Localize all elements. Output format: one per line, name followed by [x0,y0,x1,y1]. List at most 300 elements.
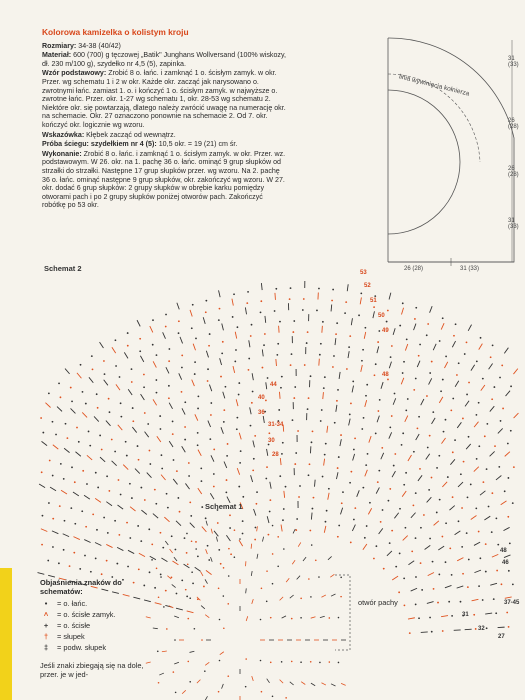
stitch-mark [331,300,333,302]
stitch-mark [125,441,127,443]
stitch-mark [441,536,443,538]
stitch-mark [223,409,225,411]
stitch-mark [130,507,136,511]
stitch-mark [512,502,514,504]
stitch-mark [419,344,421,346]
stitch-mark [321,595,325,597]
stitch-mark [175,692,177,694]
legend-item: † = słupek [43,632,85,641]
stitch-mark [227,603,229,605]
stitch-mark [262,537,263,542]
stitch-mark [235,349,237,351]
stitch-mark [118,505,124,509]
stitch-mark [451,574,453,576]
stitch-mark [460,473,462,475]
stitch-mark [238,394,240,396]
stitch-mark [365,470,368,477]
stitch-mark [389,293,391,300]
stitch-mark [308,474,310,476]
round-number: 49 [382,328,389,334]
stitch-mark [486,423,488,425]
stitch-mark [84,555,86,557]
stitch-mark [69,565,71,567]
stitch-mark [163,332,166,338]
stitch-mark [413,451,415,453]
dim-bottom-2: 31 (33) [460,266,480,272]
stitch-mark [47,560,49,562]
stitch-mark [361,365,363,372]
stitch-mark [450,409,452,411]
stitch-mark [471,515,477,519]
stitch-mark [367,453,369,455]
stitch-mark [176,593,178,595]
stitch-mark [213,486,215,488]
stitch-mark [184,564,190,568]
stitch-mark [474,422,478,427]
stitch-mark [251,544,252,549]
stitch-mark [296,518,298,520]
stitch-mark [484,516,490,520]
stitch-mark [251,571,252,576]
stitch-mark [488,506,490,508]
stitch-mark [251,475,253,482]
stitch-mark [279,392,280,399]
stitch-mark [311,617,316,618]
stitch-mark [392,471,395,477]
stitch-mark [89,445,91,447]
stitch-mark [457,558,463,561]
stitch-mark [262,349,263,356]
stitch-mark [447,476,449,478]
stitch-mark [403,484,405,486]
stitch-mark [90,571,92,573]
stitch-mark [421,589,423,591]
stitch-mark [104,373,106,375]
stitch-mark [220,652,224,655]
stitch-mark [494,445,496,447]
stitch-mark [190,310,192,317]
stitch-mark [313,497,315,499]
stitch-mark [506,391,511,396]
stitch-mark [322,321,324,323]
stitch-mark [201,572,204,576]
stitch-mark [263,344,265,346]
stitch-mark [195,338,197,340]
stitch-mark [318,288,320,290]
stitch-mark [208,421,211,427]
stitch-mark [179,511,181,513]
stitch-mark [320,616,325,617]
stitch-mark [100,457,105,462]
stitch-mark [192,582,194,584]
stitch-mark [257,554,258,559]
stitch-mark [444,362,447,368]
stitch-mark [70,387,72,389]
stitch-mark [120,416,122,418]
stitch-mark [95,542,101,545]
stitch-mark [127,566,129,568]
stitch-mark [220,563,222,565]
stitch-mark [48,575,55,577]
stitch-mark [205,517,207,519]
stitch-mark [114,451,116,453]
stitch-mark [364,332,365,339]
stitch-mark [307,408,309,410]
stitch-mark [391,345,393,347]
stitch-mark [428,573,434,576]
stitch-mark [445,356,447,358]
stitch-mark [415,537,417,539]
stitch-mark [332,289,334,291]
stitch-mark [76,427,78,429]
stitch-mark [58,562,60,564]
stitch-mark [269,499,271,501]
stitch-mark [192,304,194,306]
dim-bottom-1: 26 (28) [404,266,424,272]
stitch-mark [489,363,493,369]
stitch-mark [256,503,258,505]
stitch-mark [211,455,214,461]
stitch-mark [198,488,202,494]
stitch-mark [219,619,221,621]
stitch-mark [189,501,191,503]
stitch-mark [135,469,140,474]
stitch-mark [85,526,87,528]
stitch-mark [361,428,363,430]
dim-right-4: 31 (33) [508,218,519,230]
stitch-mark [210,414,212,416]
stitch-mark [78,441,80,443]
stitch-mark [194,628,196,630]
stitch-mark [475,628,477,630]
stitch-mark [99,435,101,437]
stitch-mark [239,540,243,546]
stitch-mark [272,525,274,527]
round-number: 40 [258,395,265,401]
stitch-mark [392,576,398,580]
stitch-mark [416,434,420,440]
round-number: 48 [500,548,507,554]
stitch-mark [42,441,48,445]
stitch-mark [366,384,368,386]
stitch-mark [251,324,253,326]
stitch-mark [340,508,342,515]
stitch-mark [306,342,308,344]
stitch-mark [226,455,228,457]
stitch-mark [39,484,45,488]
stitch-mark [233,366,235,373]
stitch-mark [466,342,468,344]
stitch-mark [82,391,84,393]
stitch-mark [405,472,407,474]
stitch-mark [340,439,341,446]
stitch-mark [312,430,314,432]
stitch-mark [352,525,355,531]
stitch-mark [498,428,503,433]
stitch-mark [377,346,379,353]
stitch-mark [445,522,447,524]
stitch-mark [441,438,445,444]
stitch-mark [138,568,140,570]
stitch-mark [166,367,169,373]
stitch-mark [433,344,436,350]
stitch-mark [467,586,469,588]
stitch-mark [55,434,57,436]
symbol-legend [40,578,150,679]
stitch-mark [236,417,238,419]
stitch-mark [228,575,230,577]
stitch-mark [168,348,170,350]
stitch-mark [333,355,335,357]
stitch-mark [322,476,324,478]
stitch-mark [417,361,420,367]
stitch-mark [402,491,406,497]
stitch-mark [262,367,264,369]
stitch-mark [190,651,195,652]
stitch-mark [181,579,183,581]
stitch-mark [393,328,395,335]
hint-paragraph: Wskazówka: Kłębek zacząć od wewnątrz. [42,130,176,139]
stitch-mark [52,531,58,534]
sizes-paragraph: Rozmiary: 34-38 (40/42) [42,41,121,50]
stitch-mark [106,502,112,506]
stitch-mark [101,573,103,575]
stitch-mark [106,544,112,547]
stitch-mark [86,483,88,485]
stitch-mark [184,401,186,403]
stitch-mark [152,319,154,321]
stitch-mark [364,327,366,329]
stitch-mark [349,419,351,426]
stitch-mark [209,385,211,392]
stitch-mark [191,540,193,542]
stitch-mark [266,382,267,389]
stitch-mark [137,445,139,447]
stitch-mark [452,398,454,400]
stitch-mark [293,529,295,533]
stitch-mark [442,317,444,319]
stitch-mark [197,395,199,397]
stitch-mark [155,379,157,381]
stitch-mark [210,493,214,499]
stitch-mark [467,496,469,498]
stitch-mark [329,661,331,663]
stitch-mark [290,287,292,289]
legend-item: + = o. ścisłe [43,621,91,630]
stitch-mark [202,527,207,532]
stitch-mark [478,445,480,447]
stitch-mark [443,431,445,433]
stitch-mark [461,507,463,509]
round-number: 50 [378,313,385,319]
stitch-mark [504,348,508,354]
stitch-mark [267,377,269,379]
stitch-mark [174,616,179,618]
stitch-mark [501,365,503,367]
stitch-mark [174,557,177,561]
stitch-mark [119,376,121,378]
stitch-mark [290,364,292,366]
stitch-mark [415,378,417,380]
stitch-mark [297,430,299,432]
stitch-mark [365,395,367,397]
stitch-mark [458,482,463,487]
stitch-mark [207,368,209,370]
stitch-mark [389,362,391,369]
stitch-mark [336,400,338,402]
stitch-mark [452,341,455,347]
stitch-mark [163,606,165,608]
stitch-mark [379,399,381,401]
stitch-mark [452,496,454,498]
stitch-mark [404,605,406,607]
stitch-mark [270,617,272,619]
stitch-mark [465,401,469,407]
stitch-mark [145,432,149,438]
stitch-mark [423,514,425,516]
stitch-mark [309,463,311,465]
stitch-mark [174,662,179,664]
stitch-mark [96,393,98,395]
stitch-mark [115,339,117,341]
stitch-mark [188,475,190,477]
stitch-mark [106,475,108,477]
stitch-mark [128,389,132,395]
stitch-mark [64,448,69,452]
stitch-mark [507,443,509,445]
stitch-mark [95,558,97,560]
stitch-mark [195,414,198,420]
stitch-mark [189,597,191,599]
stitch-mark [351,318,352,325]
stitch-mark [349,482,351,484]
stitch-mark [428,489,430,491]
stitch-mark [210,402,212,404]
stitch-mark [71,466,73,468]
stitch-mark [168,360,170,362]
stitch-mark [405,344,407,351]
stitch-mark [457,422,461,428]
stitch-mark [456,374,458,376]
stitch-mark [178,320,180,322]
stitch-mark [432,418,436,424]
stitch-mark [510,430,512,432]
stitch-mark [328,488,330,490]
stitch-mark [220,358,222,365]
stitch-mark [153,361,156,367]
stitch-mark [475,508,477,510]
stitch-mark [233,293,235,295]
stitch-mark [222,324,224,331]
stitch-mark [160,428,162,430]
stitch-mark [252,391,254,393]
stitch-mark [194,361,196,363]
stitch-mark [411,588,417,591]
stitch-mark [103,517,105,519]
stitch-mark [185,589,187,591]
stitch-mark [425,545,431,549]
stitch-mark [309,530,311,532]
stitch-mark [482,481,484,483]
stitch-mark [132,427,136,432]
stitch-mark [496,476,501,480]
stitch-mark [433,588,435,590]
stitch-mark [87,455,92,460]
stitch-mark [192,380,195,386]
stitch-mark [492,344,494,346]
stitch-mark [186,533,188,535]
stitch-mark [324,459,325,466]
stitch-mark [458,520,460,522]
stitch-mark [266,570,268,572]
stitch-mark [506,612,508,614]
stitch-mark [116,563,118,565]
stitch-mark [211,529,212,534]
stitch-mark [379,528,383,534]
stitch-mark [455,531,461,535]
stitch-mark [213,473,215,475]
stitch-mark [107,532,109,534]
stitch-mark [153,514,158,519]
stitch-mark [485,571,487,573]
stitch-mark [228,548,230,550]
stitch-mark [378,470,380,472]
stitch-mark [290,682,294,685]
stitch-mark [352,386,353,393]
stitch-mark [358,314,360,316]
stitch-mark [493,386,495,388]
stitch-mark [177,497,179,499]
stitch-mark [168,397,170,399]
round-number: 31 [462,612,469,618]
stitch-mark [438,546,444,550]
stitch-mark [267,679,270,683]
stitch-mark [218,587,220,589]
stitch-mark [473,614,475,616]
stitch-mark [151,543,153,545]
stitch-mark [280,387,282,389]
stitch-mark [478,402,480,404]
stitch-mark [282,442,284,444]
stitch-mark [169,441,173,447]
stitch-mark [186,595,188,597]
stitch-mark [209,333,211,335]
stitch-mark [198,450,201,456]
stitch-mark [328,493,329,500]
stitch-mark [445,585,452,587]
stitch-mark [63,549,65,551]
stitch-mark [191,571,193,573]
stitch-mark [414,324,416,331]
stitch-mark [476,414,478,416]
stitch-mark [140,540,142,542]
stitch-mark [375,363,377,365]
stitch-mark [399,325,401,327]
stitch-mark [252,676,254,681]
stitch-mark [342,491,344,493]
stitch-mark [139,350,141,352]
stitch-mark [89,377,93,382]
stitch-mark [297,576,300,580]
stitch-mark [268,432,270,434]
stitch-mark [415,307,417,309]
stitch-mark [491,398,493,400]
stitch-mark [158,682,160,684]
stitch-mark [238,486,240,488]
stitch-mark [197,408,199,410]
stitch-mark [308,578,310,580]
stitch-mark [261,587,263,589]
